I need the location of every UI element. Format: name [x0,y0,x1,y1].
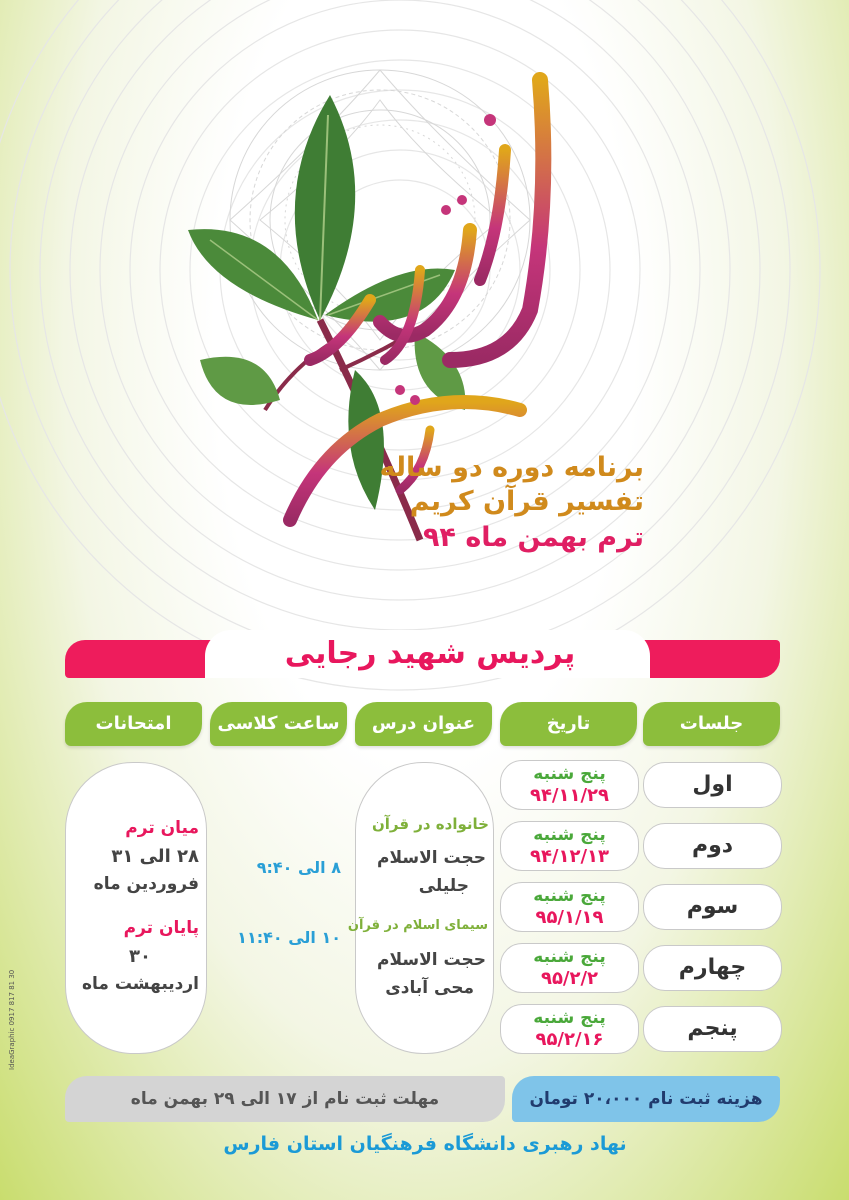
organizer-footer: نهاد رهبری دانشگاه فرهنگیان استان فارس [223,1133,627,1155]
lesson-2-teacher-name: محی آبادی [385,978,474,998]
date-day: پنج شنبه [533,886,606,906]
lesson-2-teacher-title: حجت الاسلام [377,950,486,970]
lesson-2-title: سیمای اسلام در قرآن [347,918,488,933]
registration-deadline: مهلت ثبت نام از ۱۷ الی ۲۹ بهمن ماه [65,1076,505,1122]
lesson-1-teacher-title: حجت الاسلام [377,848,486,868]
date-row-3 [500,882,639,932]
exams-box [65,762,207,1054]
lesson-1-teacher-name: جلیلی [418,876,469,896]
date-day: پنج شنبه [533,764,606,784]
date-value: ۹۴/۱۱/۲۹ [529,785,610,806]
calligraphy-text: تفسیر قرآن کریم [242,60,250,61]
midterm-label: میان ترم [125,818,199,838]
final-date: ۳۰ [129,946,151,967]
midterm-month: فروردین ماه [93,874,199,894]
final-label: پایان ترم [123,918,199,938]
header-lesson-title: عنوان درس [355,702,492,746]
final-month: اردیبهشت ماه [81,974,199,994]
course-title: تفسیر قرآن کریم [409,486,644,517]
program-subtitle: برنامه دوره دو ساله [379,452,644,483]
date-value: ۹۵/۱/۱۹ [535,907,604,928]
date-day: پنج شنبه [533,825,606,845]
header-exams: امتحانات [65,702,202,746]
date-value: ۹۵/۲/۱۶ [535,1029,604,1050]
class-time-2: ۱۰ الی ۱۱:۴۰ [237,928,341,947]
date-row-5 [500,1004,639,1054]
campus-title: پردیس شهید رجایی [284,636,576,671]
date-day: پنج شنبه [533,947,606,967]
session-2: دوم [643,823,782,869]
midterm-dates: ۲۸ الی ۳۱ [111,846,199,867]
date-row-4 [500,943,639,993]
date-value: ۹۴/۱۲/۱۳ [529,846,610,867]
header-date: تاریخ [500,702,637,746]
registration-fee: هزینه ثبت نام ۲۰،۰۰۰ تومان [512,1076,780,1122]
header-sessions: جلسات [643,702,780,746]
session-4: چهارم [643,945,782,991]
lessons-box [355,762,494,1054]
class-time-1: ۸ الی ۹:۴۰ [256,858,341,877]
designer-credit: IdeaGraphic 0917 817 81 30 [8,969,16,1070]
header-class-time: ساعت کلاسی [210,702,347,746]
date-row-1 [500,760,639,810]
term-label: ترم بهمن ماه ۹۴ [422,522,644,553]
session-5: پنجم [643,1006,782,1052]
date-day: پنج شنبه [533,1008,606,1028]
lesson-1-title: خانواده در قرآن [371,815,489,833]
date-value: ۹۵/۲/۲ [540,968,599,989]
session-3: سوم [643,884,782,930]
date-row-2 [500,821,639,871]
session-1: اول [643,762,782,808]
